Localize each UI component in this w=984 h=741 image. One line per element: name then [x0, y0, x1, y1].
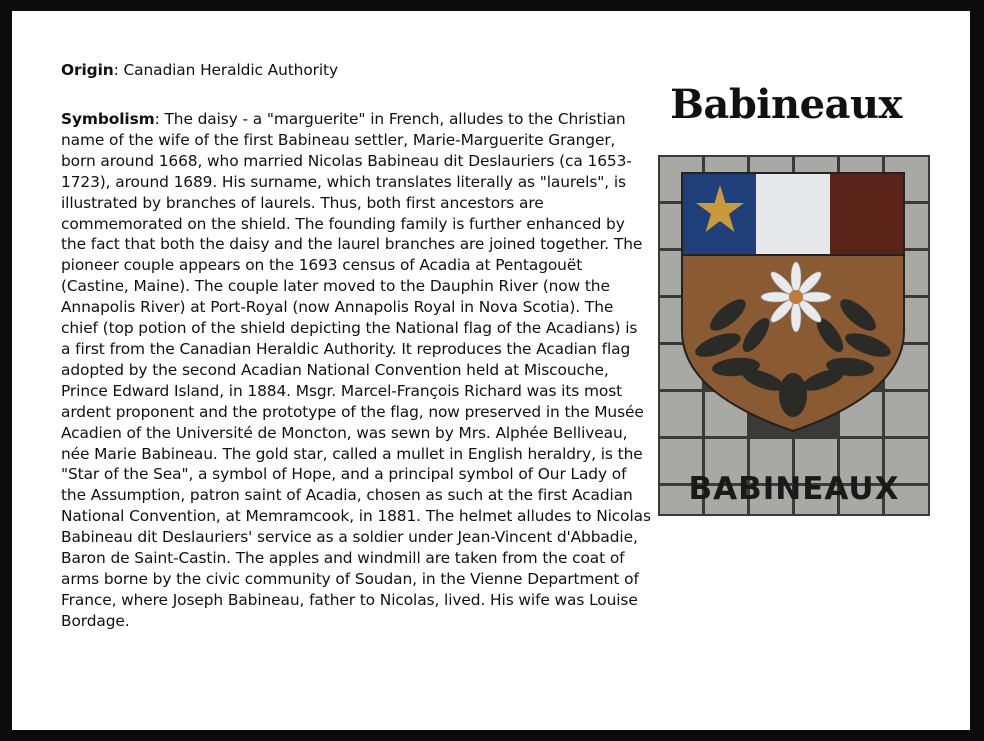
origin-text: Canadian Heraldic Authority — [123, 61, 338, 79]
symbolism-paragraph — [61, 109, 651, 632]
daisy-center — [789, 290, 803, 304]
symbolism-text: The daisy - a "marguerite" in French, alludes to the Christian name of the wife of the first Babineau settler, Marie-Marguerite Granger, born around 1668, who married Nicolas Babineau dit Deslauriers (ca 1653-1723), around 1689. His surname, which translates literally as "laurels", is illustrated by branches of laurels. Thus, both first ancestors are commemorated on the shield. The founding family is further enhanced by the fact that both the daisy and the laurel branches are joined together. The pioneer couple appears on the 1693 census of Acadia at Pentagouët (Castine, Maine). The couple later moved to the Dauphin River (now the Annapolis River) at Port-Royal (now Annapolis Royal in Nova Scotia). The chief (top potion of the shield depicting the National flag of the Acadians) is a first from the Canadian Heraldic Authority. It reproduces the Acadian flag adopted by the second Acadian National Convention held at Miscouche, Prince Edward Island, in 1884. Msgr. Marcel-François Richard was its most ardent proponent and the prototype of the flag, now preserved in the Musée Acadien of the Université de Moncton, was sewn by Mrs. Alphée Belliveau, née Marie Babineau. The gold star, called a mullet in English heraldry, is the "Star of the Sea", a symbol of Hope, and a principal symbol of Our Lady of the Assumption, patron saint of Acadia, chosen as such at the first Acadian National Convention, at Memramcook, in 1881. The helmet alludes to Nicolas Babineau dit Deslauriers' service as a soldier under Jean-Vincent d'Abbadie, Baron de Saint-Castin. The apples and windmill are taken from the coat of arms borne by the civic community of Soudan, in the Vienne Department of France, where Joseph Babineau, father to Nicolas, lived. His wife was Louise Bordage. — [61, 110, 651, 630]
page-title: Babineaux — [670, 81, 902, 128]
origin-line — [61, 61, 338, 79]
symbolism-label: Symbolism — [61, 110, 155, 128]
coat-of-arms-mosaic-photo — [658, 155, 930, 516]
origin-label: Origin — [61, 61, 114, 79]
flag-white-stripe — [756, 173, 830, 255]
flag-red-stripe — [830, 173, 904, 255]
page — [12, 11, 970, 730]
origin-separator: : — [113, 61, 124, 79]
photo-caption: BABINEAUX — [688, 471, 900, 507]
symbolism-separator: : — [154, 110, 165, 128]
